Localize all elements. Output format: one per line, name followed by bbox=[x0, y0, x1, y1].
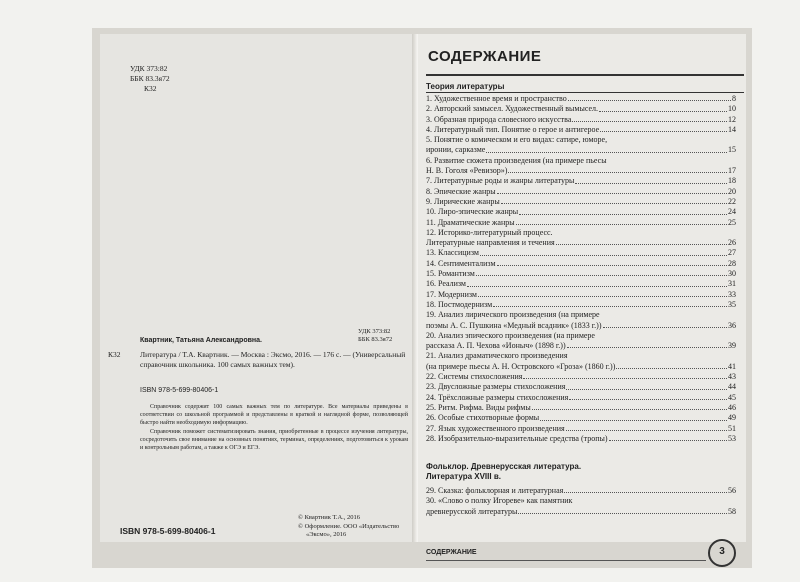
toc-entry bbox=[426, 207, 736, 217]
running-footer: СОДЕРЖАНИЕ bbox=[426, 549, 477, 556]
toc-entry bbox=[426, 115, 736, 125]
toc-entry bbox=[426, 290, 736, 300]
toc-page-number: 49 bbox=[728, 413, 736, 423]
toc-entry-title: 8. Эпические жанры bbox=[426, 186, 496, 196]
contents-list-theory bbox=[426, 94, 736, 444]
toc-entry bbox=[426, 104, 736, 114]
toc-page-number: 30 bbox=[728, 269, 736, 279]
toc-leader-dots bbox=[480, 255, 727, 256]
toc-leader-dots bbox=[616, 368, 727, 369]
toc-entry bbox=[426, 496, 736, 506]
author-mark: К32 bbox=[144, 84, 157, 93]
toc-page-number: 36 bbox=[728, 320, 736, 330]
toc-entry-title: 21. Анализ драматического произведения bbox=[426, 351, 568, 361]
toc-page-number: 26 bbox=[728, 238, 736, 248]
section-rule bbox=[426, 92, 744, 93]
toc-page-number: 15 bbox=[728, 145, 736, 155]
author-name: Квартник, Татьяна Александровна. bbox=[140, 337, 262, 344]
isbn-small: ISBN 978-5-699-80406-1 bbox=[140, 387, 219, 394]
toc-entry-title: 9. Лирические жанры bbox=[426, 196, 500, 206]
toc-entry bbox=[426, 269, 736, 279]
toc-entry-title: древнерусской литературы bbox=[426, 506, 518, 516]
toc-page-number: 33 bbox=[728, 289, 736, 299]
toc-page-number: 24 bbox=[728, 207, 736, 217]
toc-page-number: 8 bbox=[732, 94, 736, 103]
toc-entry-title: Литературные направления и течения bbox=[426, 238, 555, 248]
toc-entry bbox=[426, 310, 736, 320]
toc-entry-title: 27. Язык художественного произведения bbox=[426, 423, 565, 433]
annotation-paragraph: Справочник поможет систематизировать знания, приобретенные в процессе изучения литературы, сосредоточить свое внимание на основных понятиях, терминах, определениях, подготовиться к урокам и контрольным работам, а также к ОГЭ и ЕГЭ. bbox=[140, 429, 408, 451]
toc-page-number: 20 bbox=[728, 186, 736, 196]
section-heading-theory: Теория литературы bbox=[426, 82, 505, 91]
toc-entry-title: 7. Литературные роды и жанры литературы bbox=[426, 176, 575, 186]
toc-leader-dots bbox=[540, 420, 727, 421]
toc-entry bbox=[426, 187, 736, 197]
toc-leader-dots bbox=[497, 193, 727, 194]
toc-entry bbox=[426, 413, 736, 423]
toc-entry bbox=[426, 351, 736, 361]
toc-page-number: 14 bbox=[728, 124, 736, 134]
section-heading-line: Фольклор. Древнерусская литература. bbox=[426, 462, 582, 471]
toc-entry-title: 14. Сентиментализм bbox=[426, 258, 496, 268]
toc-page-number: 17 bbox=[728, 166, 736, 176]
toc-leader-dots bbox=[486, 152, 727, 153]
toc-leader-dots bbox=[508, 172, 727, 173]
toc-leader-dots bbox=[566, 430, 727, 431]
toc-entry-title: 10. Лиро-эпические жанры bbox=[426, 207, 519, 217]
toc-page-number: 12 bbox=[728, 114, 736, 124]
toc-entry-title: 22. Системы стихосложения bbox=[426, 372, 523, 382]
toc-entry-title: 24. Трёхсложные размеры стихосложения bbox=[426, 392, 569, 402]
toc-entry bbox=[426, 331, 736, 341]
toc-page-number: 45 bbox=[728, 392, 736, 402]
toc-entry bbox=[426, 135, 736, 145]
toc-entry bbox=[426, 382, 736, 392]
right-page bbox=[418, 34, 746, 557]
isbn-large: ISBN 978-5-699-80406-1 bbox=[120, 526, 216, 536]
contents-list-folklore bbox=[426, 486, 736, 517]
toc-leader-dots bbox=[569, 399, 727, 400]
toc-entry-title: 30. «Слово о полку Игореве» как памятник bbox=[426, 496, 573, 506]
toc-page-number: 31 bbox=[728, 279, 736, 289]
toc-entry-title: 20. Анализ эпического произведения (на примере bbox=[426, 330, 595, 340]
toc-page-number: 58 bbox=[728, 506, 736, 516]
toc-entry bbox=[426, 321, 736, 331]
toc-leader-dots bbox=[556, 244, 727, 245]
toc-entry-title: 26. Особые стихотворные формы bbox=[426, 413, 540, 423]
bbk-code-bottom: ББК 83.3я72 bbox=[358, 336, 393, 343]
toc-page-number: 53 bbox=[728, 433, 736, 443]
toc-entry bbox=[426, 403, 736, 413]
toc-entry bbox=[426, 372, 736, 382]
footer-rule bbox=[426, 560, 706, 561]
toc-leader-dots bbox=[518, 513, 727, 514]
toc-leader-dots bbox=[572, 121, 727, 122]
toc-leader-dots bbox=[532, 409, 727, 410]
toc-entry bbox=[426, 248, 736, 258]
toc-entry bbox=[426, 156, 736, 166]
toc-page-number: 41 bbox=[728, 361, 736, 371]
toc-entry-title: 16. Реализм bbox=[426, 279, 466, 289]
toc-entry-title: 23. Двусложные размеры стихосложения bbox=[426, 382, 566, 392]
annotation-paragraph: Справочник содержит 100 самых важных тем по литературе. Все материалы приведены в соответствии со школьной программой и представлены в краткой и наглядной форме, позволяющей быстро найти необходимую информацию. bbox=[140, 404, 408, 426]
section-heading-folklore bbox=[426, 462, 726, 482]
toc-leader-dots bbox=[493, 306, 727, 307]
toc-leader-dots bbox=[599, 111, 727, 112]
toc-entry-title: 1. Художественное время и пространство bbox=[426, 94, 567, 103]
toc-entry-title: 25. Ритм. Рифма. Виды рифмы bbox=[426, 402, 531, 412]
toc-page-number: 27 bbox=[728, 248, 736, 258]
book-description: Литература / Т.А. Квартник. — Москва : Эксмо, 2016. — 176 с. — (Универсальный справочник школьника. 100 самых важных тем). bbox=[140, 350, 406, 369]
toc-leader-dots bbox=[564, 492, 727, 493]
toc-entry bbox=[426, 197, 736, 207]
toc-entry-title: 3. Образная природа словесного искусства bbox=[426, 114, 572, 124]
toc-page-number: 25 bbox=[728, 217, 736, 227]
toc-leader-dots bbox=[497, 265, 727, 266]
toc-entry bbox=[426, 145, 736, 155]
toc-entry bbox=[426, 238, 736, 248]
toc-leader-dots bbox=[501, 203, 727, 204]
toc-leader-dots bbox=[476, 275, 727, 276]
toc-entry-title: 18. Постмодернизм bbox=[426, 299, 493, 309]
toc-entry bbox=[426, 434, 736, 444]
udk-code-bottom: УДК 373:82 bbox=[358, 328, 391, 335]
copyright-block bbox=[298, 514, 399, 540]
toc-entry-title: 15. Романтизм bbox=[426, 269, 475, 279]
author-mark-record: К32 bbox=[108, 350, 121, 359]
toc-page-number: 46 bbox=[728, 402, 736, 412]
toc-entry-title: 19. Анализ лирического произведения (на примере bbox=[426, 310, 600, 320]
toc-entry bbox=[426, 279, 736, 289]
toc-entry bbox=[426, 486, 736, 496]
toc-leader-dots bbox=[519, 214, 727, 215]
toc-entry-title: рассказа А. П. Чехова «Ионыч» (1898 г.)) bbox=[426, 341, 566, 351]
section-heading-line: Литература XVIII в. bbox=[426, 472, 501, 481]
toc-page-number: 22 bbox=[728, 196, 736, 206]
toc-entry bbox=[426, 176, 736, 186]
toc-entry bbox=[426, 125, 736, 135]
toc-entry-title: поэмы А. С. Пушкина «Медный всадник» (1833 г.)) bbox=[426, 320, 602, 330]
toc-leader-dots bbox=[478, 296, 727, 297]
toc-entry-title: 12. Историко-литературный процесс. bbox=[426, 227, 553, 237]
toc-leader-dots bbox=[467, 286, 727, 287]
toc-page-number: 51 bbox=[728, 423, 736, 433]
toc-entry bbox=[426, 300, 736, 310]
toc-entry-title: 11. Драматические жанры bbox=[426, 217, 515, 227]
toc-leader-dots bbox=[575, 183, 727, 184]
toc-entry-title: иронии, сарказме bbox=[426, 145, 486, 155]
toc-entry bbox=[426, 507, 736, 517]
toc-entry-title: 17. Модернизм bbox=[426, 289, 477, 299]
toc-page-number: 10 bbox=[728, 104, 736, 114]
udk-code: УДК 373:82 bbox=[130, 64, 168, 73]
toc-leader-dots bbox=[600, 131, 727, 132]
toc-page-number: 39 bbox=[728, 341, 736, 351]
toc-entry bbox=[426, 393, 736, 403]
toc-entry bbox=[426, 218, 736, 228]
toc-entry-title: (на примере пьесы А. Н. Островского «Гроза» (1860 г.)) bbox=[426, 361, 616, 371]
toc-entry bbox=[426, 259, 736, 269]
toc-page-number: 43 bbox=[728, 372, 736, 382]
toc-page-number: 28 bbox=[728, 258, 736, 268]
contents-title: СОДЕРЖАНИЕ bbox=[428, 48, 542, 65]
bottom-codes bbox=[358, 328, 392, 344]
copyright-line: © Оформление. ООО «Издательство bbox=[298, 522, 400, 530]
copyright-line: © Квартник Т.А., 2016 bbox=[298, 514, 361, 521]
copyright-line: «Эксмо», 2016 bbox=[306, 531, 347, 538]
bbk-code: ББК 83.3я72 bbox=[130, 74, 170, 83]
toc-entry-title: 13. Классицизм bbox=[426, 248, 479, 258]
toc-entry-title: 4. Литературный тип. Понятие о герое и антигерое bbox=[426, 124, 600, 134]
toc-entry-title: 29. Сказка: фольклорная и литературная bbox=[426, 486, 564, 495]
annotation bbox=[140, 404, 408, 455]
toc-leader-dots bbox=[609, 440, 727, 441]
toc-page-number: 35 bbox=[728, 299, 736, 309]
toc-page-number: 56 bbox=[728, 486, 736, 495]
toc-page-number: 18 bbox=[728, 176, 736, 186]
toc-leader-dots bbox=[603, 327, 727, 328]
toc-entry bbox=[426, 424, 736, 434]
toc-leader-dots bbox=[567, 347, 727, 348]
classification-codes bbox=[130, 64, 170, 94]
toc-entry-title: Н. В. Гоголя «Ревизор») bbox=[426, 166, 508, 176]
toc-leader-dots bbox=[568, 100, 731, 101]
title-rule bbox=[426, 74, 744, 76]
toc-entry-title: 6. Развитие сюжета произведения (на примере пьесы bbox=[426, 155, 607, 165]
toc-leader-dots bbox=[566, 389, 727, 390]
toc-entry bbox=[426, 166, 736, 176]
left-page bbox=[100, 34, 418, 542]
toc-entry-title: 28. Изобразительно-выразительные средства (тропы) bbox=[426, 433, 608, 443]
page-number-badge: 3 bbox=[708, 539, 736, 567]
toc-entry bbox=[426, 94, 736, 104]
toc-entry bbox=[426, 341, 736, 351]
toc-leader-dots bbox=[516, 224, 727, 225]
toc-entry bbox=[426, 362, 736, 372]
toc-entry-title: 2. Авторский замысел. Художественный вымысел. bbox=[426, 104, 599, 114]
toc-leader-dots bbox=[523, 378, 727, 379]
toc-page-number: 44 bbox=[728, 382, 736, 392]
toc-entry-title: 5. Понятие о комическом и его видах: сатире, юморе, bbox=[426, 135, 608, 145]
toc-entry bbox=[426, 228, 736, 238]
